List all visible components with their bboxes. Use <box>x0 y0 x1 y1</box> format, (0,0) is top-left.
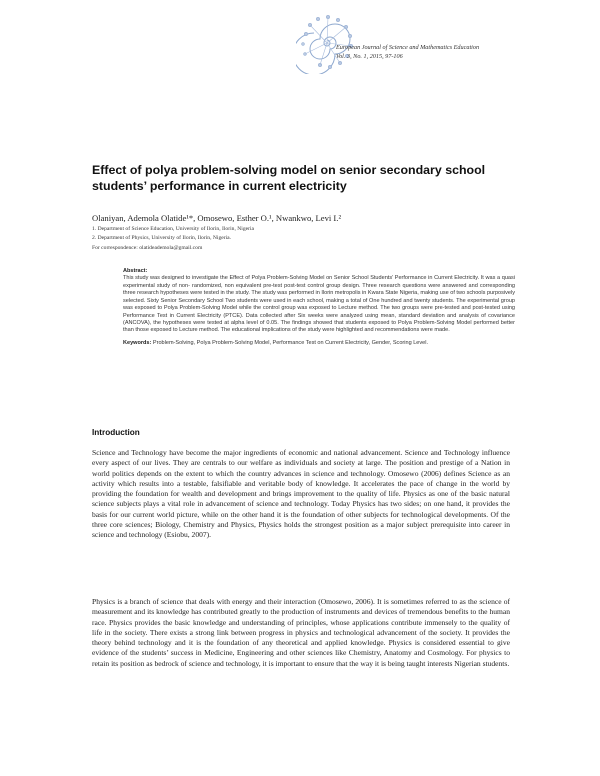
introduction-paragraph-2: Physics is a branch of science that deals with energy and their interaction (Omosewo, 2006). It is sometimes referred to as the science of measurement and its knowledge has contributed greatly to the production of instruments and devices of tremendous benefits to the human race. Physics provides the basic knowledge and understanding of principles, whose applications contribute immensely to the quality of life in the society. There exists a strong link between progress in physics and technological advancement of the society. It provides the theory behind technology and it is the foundation of any theoretical and applied knowledge. Physics is considered essential to give evidence of the students’ success in Medicine, Engineering and other sciences like Chemistry, Anatomy and Cosmology. For physics to retain its position as bedrock of science and technology, it is important to ensure that the way it is being taught interests Nigerian students. <box>92 597 510 668</box>
article-authors: Olaniyan, Ademola Olatide¹*, Omosewo, Esther O.¹, Nwankwo, Levi I.² <box>92 213 342 223</box>
journal-citation: Vol. 3, No. 1, 2015, 97-106 <box>336 52 403 60</box>
shell-logo-icon <box>296 12 358 74</box>
journal-name: European Journal of Science and Mathematics Education <box>336 44 480 51</box>
affiliation-1: 1. Department of Science Education, University of Ilorin, Ilorin, Nigeria <box>92 226 255 232</box>
keywords-label: Keywords: <box>123 339 152 346</box>
shell-logo-graphic <box>296 12 358 74</box>
abstract-section <box>123 268 515 347</box>
abstract-text: This study was designed to investigate the Effect of Polya Problem-Solving Model on Senior School Students’ Performance in Current Electricity. It was a quasi experimental study of non- randomized, non equivalent pre-test post-test control group design. Three research questions were answered and corresponding three research hypotheses were tested in the study. The study was performed in Ilorin metropolis in Kwara State Nigeria, making use of two schools purposively selected. Sixty Senior Secondary School Two students were used in each school, making a total of One hundred and twenty students. The experimental group was exposed to Polya Problem-Solving Model while the control group was exposed to Lecture method. The two groups were pre-tested and post-tested using Performance Test in Current Electricity (PTCE). Data collected after Six weeks were analyzed using mean, standard deviation and analysis of covariance (ANCOVA), the hypotheses were tested at alpha level of 0.05. The findings showed that students exposed to Polya Problem-Solving Model performed better than those exposed to Lecture method. The educational implications of the study were highlighted and recommendations were made. <box>123 275 515 334</box>
article-title: Effect of polya problem-solving model on senior secondary school students’ performance in current electricity <box>92 163 486 193</box>
journal-header <box>336 44 576 61</box>
affiliations <box>92 225 512 253</box>
keywords-line <box>123 340 515 347</box>
keywords-text: Problem-Solving, Polya Problem-Solving Model, Performance Test on Current Electricity, Gender, Scoring Level. <box>152 339 429 346</box>
introduction-paragraph-1: Science and Technology have become the major ingredients of economic and national advancement. Science and Technology influence every aspect of our lives. They are centrals to our welfare as individuals and society at large. The position and prestige of a Nation in world politics depends on the extent to which the country advances in science and technology. Omosewo (2006) defines Science as an activity which results into a testable, falsifiable and veritable body of knowledge. It accelerates the pace of change in the world by providing the foundation for wealth and development and brings improvement to the quality of life. Physics as one of the basic natural science subjects plays a vital role in advancement of science and technology. Today Physics has two sides; on one hand, it provides the basis for our current world picture, while on the other hand it is the foundation of other subjects for technological developments. Of the three core sciences; Biology, Chemistry and Physics, Physics holds the strongest position as a major subject prerequisite into career in science and technology (Esiobu, 2007). <box>92 448 510 540</box>
affiliation-2: 2. Department of Physics, University of Ilorin, Ilorin, Nigeria. <box>92 235 232 242</box>
introduction-heading: Introduction <box>92 428 140 437</box>
abstract-heading: Abstract: <box>123 268 148 274</box>
correspondence: For correspondence: olatideademola@gmail.com <box>92 244 203 251</box>
